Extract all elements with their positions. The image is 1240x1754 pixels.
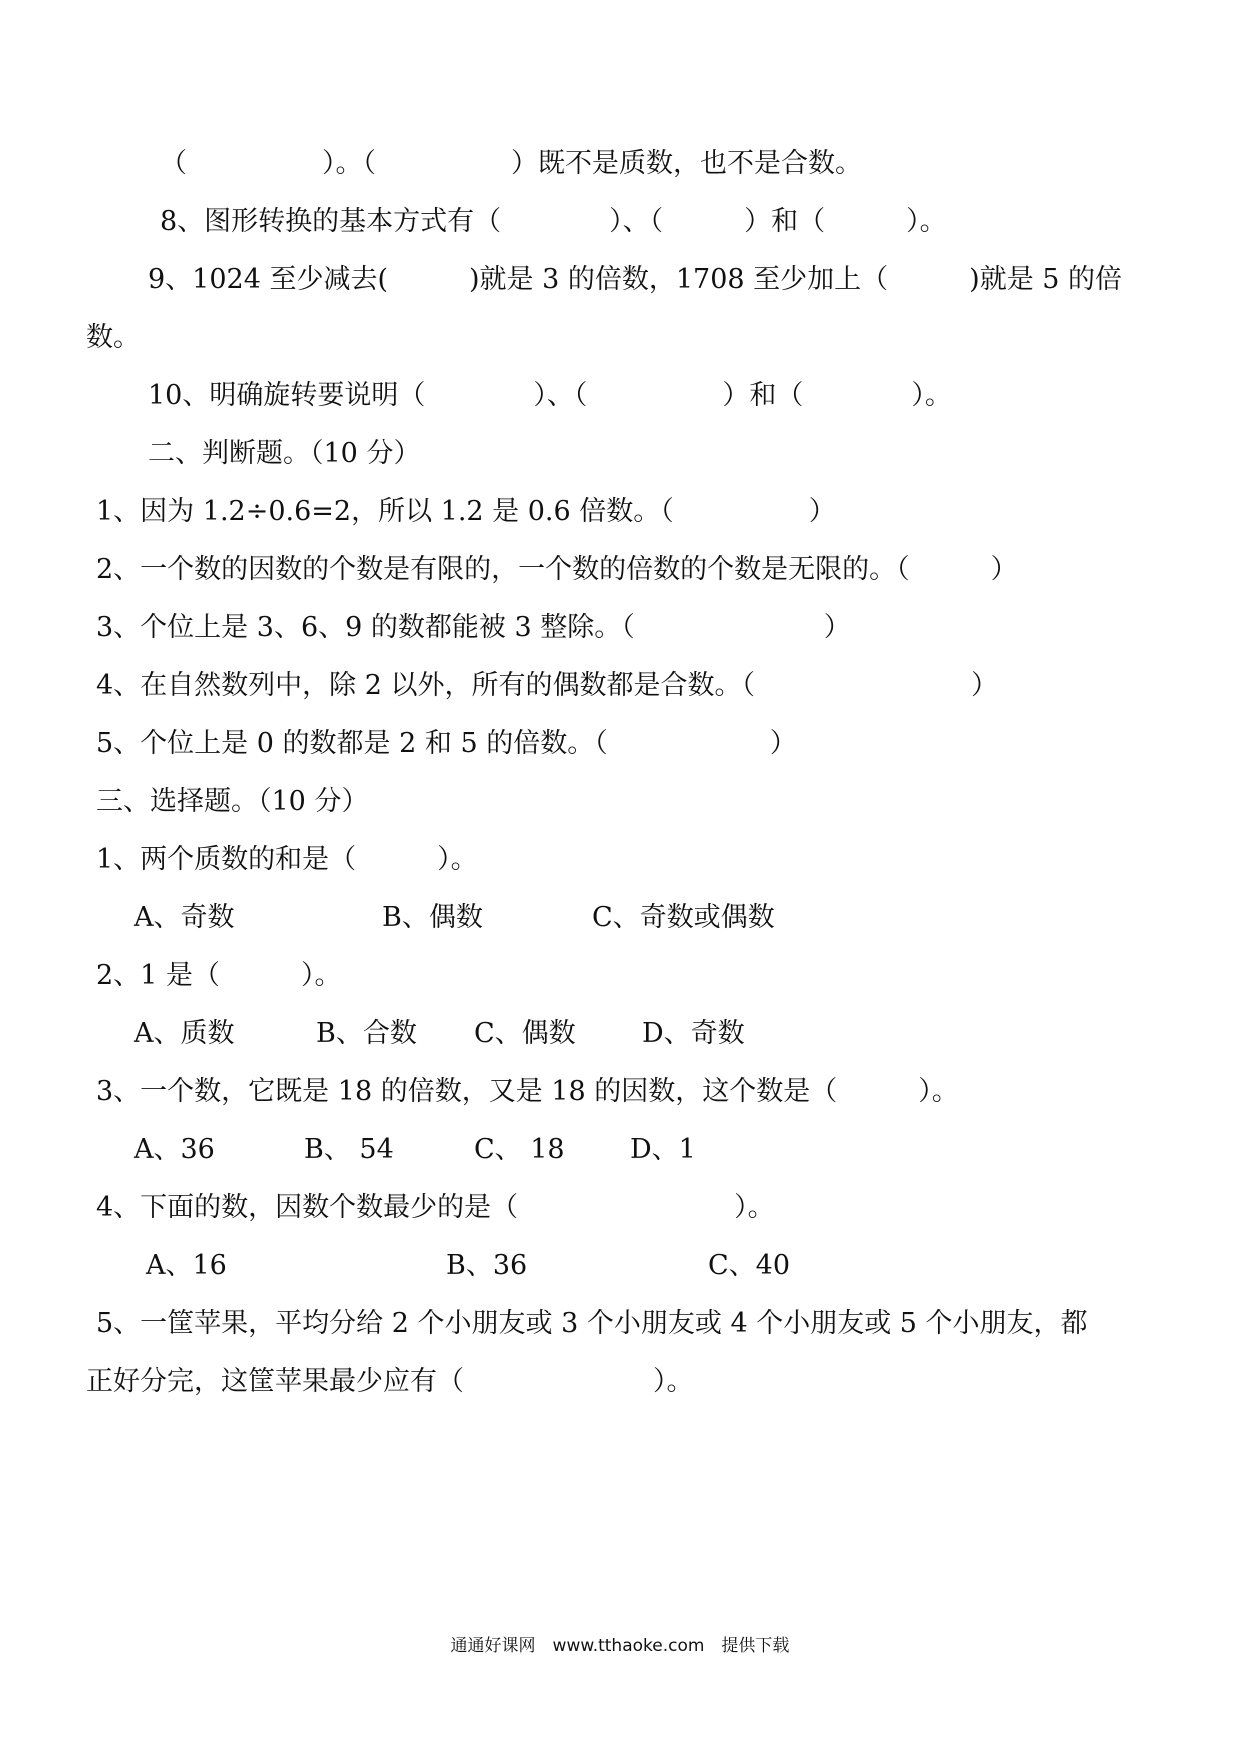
choice-q4-option-c: C、40 — [708, 1250, 791, 1281]
choice-q4-option-b: B、36 — [446, 1250, 528, 1281]
fill-in-q7-continuation: （ ）。（ ）既不是质数，也不是合数。 — [160, 148, 862, 179]
choice-q1-stem: 1、两个质数的和是（ ）。 — [96, 844, 478, 875]
choice-q1-option-c: C、奇数或偶数 — [592, 902, 775, 933]
choice-q2-stem: 2、1 是（ ）。 — [96, 960, 342, 991]
judge-item-5: 5、个位上是 0 的数都是 2 和 5 的倍数。（ ） — [96, 728, 797, 759]
judge-item-1: 1、因为 1.2÷0.6=2，所以 1.2 是 0.6 倍数。（ ） — [96, 496, 836, 527]
choice-q1-option-b: B、偶数 — [382, 902, 483, 933]
choice-q1-option-a: A、奇数 — [134, 902, 235, 933]
judge-item-3: 3、个位上是 3、6、9 的数都能被 3 整除。（ ） — [96, 612, 851, 643]
choice-q4-option-a: A、16 — [146, 1250, 227, 1281]
judge-item-4: 4、在自然数列中，除 2 以外，所有的偶数都是合数。（ ） — [96, 670, 999, 701]
choice-q5-line1: 5、一筐苹果，平均分给 2 个小朋友或 3 个小朋友或 4 个小朋友或 5 个小朋友，都 — [96, 1308, 1088, 1339]
choice-q3-option-b: B、 54 — [304, 1134, 394, 1165]
fill-in-q10: 10、明确旋转要说明（ ）、（ ）和（ ）。 — [148, 380, 952, 411]
fill-in-q8: 8、图形转换的基本方式有（ ）、（ ）和（ ）。 — [160, 206, 947, 237]
choice-q2-option-b: B、合数 — [316, 1018, 417, 1049]
choice-q3-stem: 3、一个数，它既是 18 的倍数，又是 18 的因数，这个数是（ ）。 — [96, 1076, 959, 1107]
section-heading-choice: 三、选择题。（10 分） — [96, 786, 369, 817]
choice-q2-option-c: C、偶数 — [474, 1018, 576, 1049]
judge-item-2: 2、一个数的因数的个数是有限的，一个数的倍数的个数是无限的。（ ） — [96, 554, 1018, 585]
fill-in-q9-line2: 数。 — [86, 322, 140, 353]
section-heading-judge: 二、判断题。（10 分） — [148, 438, 421, 469]
choice-q2-option-d: D、奇数 — [642, 1018, 745, 1049]
choice-q4-stem: 4、下面的数，因数个数最少的是（ ）。 — [96, 1192, 775, 1223]
page-footer: 通通好课网 www.tthaoke.com 提供下载 — [450, 1636, 790, 1656]
choice-q5-line2: 正好分完，这筐苹果最少应有（ ）。 — [86, 1366, 694, 1397]
choice-q3-option-a: A、36 — [134, 1134, 215, 1165]
choice-q3-option-c: C、 18 — [474, 1134, 565, 1165]
fill-in-q9-line1: 9、1024 至少减去( )就是 3 的倍数，1708 至少加上（ )就是 5 的倍 — [148, 264, 1123, 295]
choice-q2-option-a: A、质数 — [134, 1018, 235, 1049]
choice-q3-option-d: D、1 — [630, 1134, 696, 1165]
